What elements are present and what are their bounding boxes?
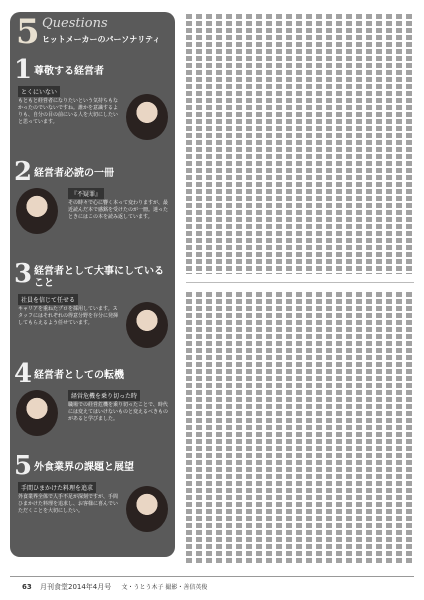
text-column xyxy=(366,14,372,274)
question-answer-tag: 経営危機を乗り切った時 xyxy=(68,390,140,401)
text-column xyxy=(376,292,382,564)
text-column xyxy=(196,14,202,274)
text-column xyxy=(206,14,212,274)
text-column xyxy=(366,292,372,564)
text-column xyxy=(386,14,392,274)
question-1 xyxy=(10,56,175,152)
text-column xyxy=(256,14,262,274)
page-number: 63 xyxy=(22,583,32,591)
question-answer-text: キャリアを重ねたプロを採用しています。スタッフにはそれぞれの得意分野を存分に発揮してもらえるよう任せています。 xyxy=(18,306,119,326)
question-title: 外食業界の課題と展望 xyxy=(34,462,134,473)
text-column xyxy=(396,292,402,564)
text-column xyxy=(326,292,332,564)
text-column xyxy=(346,14,352,274)
question-answer-tag: 社員を信じて任せる xyxy=(18,294,78,305)
portrait-photo xyxy=(16,390,58,436)
text-column xyxy=(296,14,302,274)
text-column xyxy=(276,14,282,274)
question-answer-text: 外食業界全体で人手不足が深刻ですが、手間ひまかけた料理を追求し、お客様に喜んでいただくことを大切にしたい。 xyxy=(18,494,119,514)
question-answer-text: 職場での経営危機を乗り切ったことで、時代には変えてはいけないものと変えるべきものがあると学びました。 xyxy=(68,402,169,422)
question-5 xyxy=(10,452,175,548)
question-answer-tag: とくにいない xyxy=(18,86,60,97)
text-column xyxy=(196,292,202,564)
text-column xyxy=(296,292,302,564)
text-column xyxy=(246,14,252,274)
portrait-photo xyxy=(126,486,168,532)
question-number: 1 xyxy=(14,55,33,85)
question-answer-text: もともと経営者になりたいという気持ちもなかったのでいないですね。誰かを意識するよりも、自分の目の前にいる人を大切にしたいと思っています。 xyxy=(18,98,119,125)
text-column xyxy=(356,292,362,564)
page-footer xyxy=(22,582,207,592)
question-2-heading xyxy=(186,270,414,278)
text-column xyxy=(226,14,232,274)
personality-sidebar xyxy=(10,12,175,557)
credit-label: 文・うとう木子 撮影・善信英俊 xyxy=(121,584,208,591)
question-answer-tag: 『不疑罪』 xyxy=(68,188,104,199)
question-title: 経営者必読の一冊 xyxy=(34,168,114,179)
text-column xyxy=(286,14,292,274)
question-answer-tag: 手間ひまかけた料理を追求 xyxy=(18,482,96,493)
question-title: 尊敬する経営者 xyxy=(34,66,104,77)
text-column xyxy=(236,14,242,274)
text-column xyxy=(216,292,222,564)
text-column xyxy=(206,292,212,564)
question-number: 4 xyxy=(14,359,33,389)
question-answer-text: その時々で心に響く本って変わりますが、最近読んだ本で感銘を受けたのが一冊。迷ったときにはこの本を読み返しています。 xyxy=(68,200,169,220)
question-title: 経営者としての転機 xyxy=(34,370,124,381)
portrait-photo xyxy=(126,94,168,140)
text-column xyxy=(356,14,362,274)
text-column xyxy=(336,14,342,274)
text-column xyxy=(286,292,292,564)
sidebar-number: 5 xyxy=(16,12,40,52)
text-column xyxy=(226,292,232,564)
footer-rule xyxy=(10,576,414,577)
question-number: 5 xyxy=(14,451,33,481)
text-column xyxy=(336,292,342,564)
question-2 xyxy=(10,158,175,254)
text-column xyxy=(406,292,412,564)
question-number: 3 xyxy=(14,259,33,289)
text-column xyxy=(386,292,392,564)
portrait-photo xyxy=(126,302,168,348)
text-column xyxy=(246,292,252,564)
text-column xyxy=(306,292,312,564)
text-column xyxy=(256,292,262,564)
text-column xyxy=(236,292,242,564)
text-column xyxy=(306,14,312,274)
text-column xyxy=(266,292,272,564)
text-column xyxy=(266,14,272,274)
text-column xyxy=(276,292,282,564)
sidebar-heading: Questions xyxy=(42,16,108,31)
sidebar-subtitle: ヒットメーカーのパーソナリティ xyxy=(42,35,161,44)
text-column xyxy=(186,292,192,564)
text-column xyxy=(316,14,322,274)
question-3 xyxy=(10,260,175,356)
lead-question xyxy=(186,6,414,22)
text-column xyxy=(396,14,402,274)
issue-label: 月刊食堂2014年4月号 xyxy=(39,583,112,591)
question-4 xyxy=(10,360,175,456)
text-column xyxy=(326,14,332,274)
column-divider xyxy=(186,282,414,283)
question-title: 経営者として大事にしていること xyxy=(34,266,164,289)
text-column xyxy=(346,292,352,564)
sidebar-header xyxy=(10,12,175,52)
text-column xyxy=(316,292,322,564)
portrait-photo xyxy=(16,188,58,234)
text-column xyxy=(186,14,192,274)
text-column xyxy=(376,14,382,274)
text-column xyxy=(216,14,222,274)
question-number: 2 xyxy=(14,157,33,187)
question-3-heading xyxy=(186,560,414,568)
text-column xyxy=(406,14,412,274)
